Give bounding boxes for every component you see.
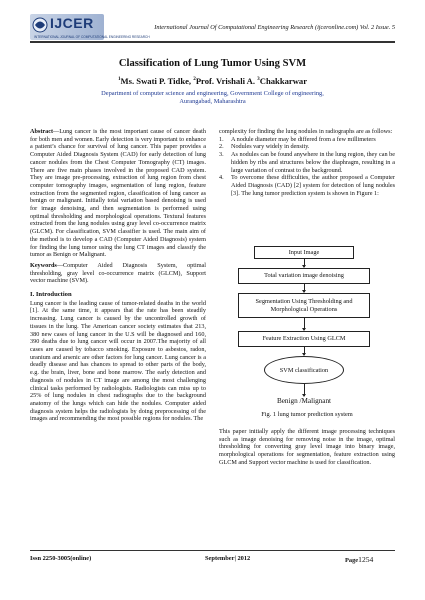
author-3-sup: 3 <box>257 76 260 83</box>
list-item <box>219 174 395 197</box>
flowchart-step-feature-extraction: Feature Extraction Using GLCM <box>238 331 370 347</box>
abstract <box>30 128 206 259</box>
list-item-text: To overcome these difficulties, the author proposed a Computer Aided Diagnosis (CAD) [2] system for detection of lung nodules [3]. The lung tumor prediction system is shown in Figure 1: <box>231 174 395 197</box>
abstract-label: Abstract <box>30 128 54 135</box>
journal-logo <box>30 14 150 40</box>
keywords <box>30 262 206 285</box>
complexity-list <box>219 136 395 198</box>
flowchart-arrow <box>304 347 305 355</box>
affiliation <box>30 90 395 107</box>
list-item <box>219 143 395 151</box>
author-2-name: Prof. Vrishali A. <box>195 76 258 86</box>
list-item-number: 1. <box>219 135 224 143</box>
figure-caption: Fig. 1 lung tumor prediction system <box>261 411 353 418</box>
complexity-intro: complexity for finding the lung nodules in radiographs are as follows: <box>219 128 393 135</box>
affiliation-line-2: Aurangabad, Maharashtra <box>179 98 246 106</box>
footer-page <box>345 555 373 564</box>
flowchart-step-segmentation: Segmentation Using Thresholding and Morphological Operations <box>238 293 370 318</box>
list-item <box>219 151 395 174</box>
list-item <box>219 136 395 144</box>
introduction-text: Lung cancer is the leading cause of tumor-related deaths in the world [1]. At the same time, it appears that the rate has been steadily increasing. Lung cancer is caused by the uncontrolled growth of tissues in the lung. The American cancer society estimates that 213, 380 new cases of lung cancer in the U.S will be diagnosed and 160, 390 deaths due to lung cancer will occur in 2007.The majority of all cases are caused by tobacco smoking. Exposure to asbestos, radon, uranium and arsenic are other factors for lung cancer. Lung cancer is a deadly disease and has chances to spread to other parts of the body, e.g. the brain, liver, bone and bone marrow. The early detection and diagnosis of nodules in CT image are among the most challenging clinical tasks performed by radiologists. Radiologists can miss up to 25% of lung nodules in chest radiographs due to the background anatomy of the lungs which can hide the nodules. Computer aided diagnosis system helps the radiologists by doing preprocessing of the images and recommending the most possible regions for nodules. The <box>30 299 206 423</box>
author-line <box>30 76 395 86</box>
flowchart-arrow <box>304 259 305 267</box>
footer-page-label: Page <box>345 557 359 564</box>
list-item-text: Nodules vary widely in density. <box>231 143 310 151</box>
flowchart-step-svm: SVM classification <box>264 356 344 384</box>
list-item-number: 4. <box>219 174 224 182</box>
introduction-heading: I. Introduction <box>30 291 72 299</box>
list-item-number: 2. <box>219 143 224 151</box>
keywords-text: —Computer Aided Diagnosis System, optimal thresholding, gray level co-occurrence matrix (GLCM), Support vector machine (SVM). <box>30 261 206 285</box>
flowchart-output: Benign /Malignant <box>276 397 332 405</box>
author-1-name: Ms. Swati P. Tidke, <box>120 76 194 86</box>
logo-text: IJCER <box>50 15 94 31</box>
author-2-sup: 2 <box>193 76 196 83</box>
footer-issn: Issn 2250-3005(online) <box>30 555 92 562</box>
footer-page-number: 1254 <box>358 555 374 564</box>
flowchart-step-denoising: Total variation image denoising <box>238 268 370 284</box>
flowchart-arrow <box>304 318 305 330</box>
author-1-sup: 1 <box>117 76 121 83</box>
list-item-text: As nodules can be found anywhere in the lung region, they can be hidden by ribs and structures below the diaphragm, resulting in a large variation of contrast to the background. <box>231 151 395 174</box>
header-rule <box>30 41 395 43</box>
logo-tagline: INTERNATIONAL JOURNAL OF COMPUTATIONAL ENGINEERING RESEARCH <box>34 35 150 39</box>
flowchart-arrow <box>304 384 305 396</box>
paper-title: Classification of Lung Tumor Using SVM <box>118 58 307 69</box>
after-figure-text: This paper initially apply the different image processing techniques such as image denoising for removing noise in the image, optimal thresholding for converting gray level image into binary image, morphological operations for segmentation, feature extraction using GLCM and Support vector machine is used for classification. <box>219 428 395 466</box>
list-item-text: A nodule diameter may be differed from a few millimeters <box>231 135 376 143</box>
affiliation-line-1: Department of computer science and engineering, Government College of engineering, <box>101 90 324 97</box>
footer-date: September| 2012 <box>205 555 251 562</box>
flowchart-arrow <box>304 284 305 292</box>
keywords-label: Keywords <box>30 261 57 269</box>
left-column <box>30 128 206 426</box>
abstract-text: —Lung cancer is the most important cause of cancer death for both men and women. Early detection is very important to enhance a patient’s chance for survival of lung cancer. This paper provides a Computer Aided Diagnosis System (CAD) for early detection of lung cancer nodules from the Chest Computer Tomography (CT) images. There are five main phases involved in the proposed CAD system. They are image pre-processing, extraction of lung region from chest computer tomography images, segmentation of lung region, feature extraction from the segmented region, classification of lung cancer as benign or malignant. Initially total variation based denoising is used for image denoising, and then segmentation is performed using optimal thresholding and morphological operations. Textural features extracted from the lung nodules using gray level co-occurrence matrix (GLCM). For classification, SVM classifier is used. The main aim of the method is to develop a CAD (Computer Aided Diagnosis) system for finding the lung tumor using the lung CT images and classify the tumor as Benign or Malignant. <box>30 128 206 259</box>
footer-rule <box>30 550 395 551</box>
author-3-name: Chakkarwar <box>259 76 308 86</box>
list-item-number: 3. <box>219 151 224 159</box>
right-column-after-figure <box>219 428 395 467</box>
flowchart-step-input: Input Image <box>254 246 354 259</box>
journal-header: International Journal Of Computational Engineering Research (ijceronline.com) Vol. 2 Issue. 5 <box>154 24 395 31</box>
right-column <box>219 128 395 197</box>
